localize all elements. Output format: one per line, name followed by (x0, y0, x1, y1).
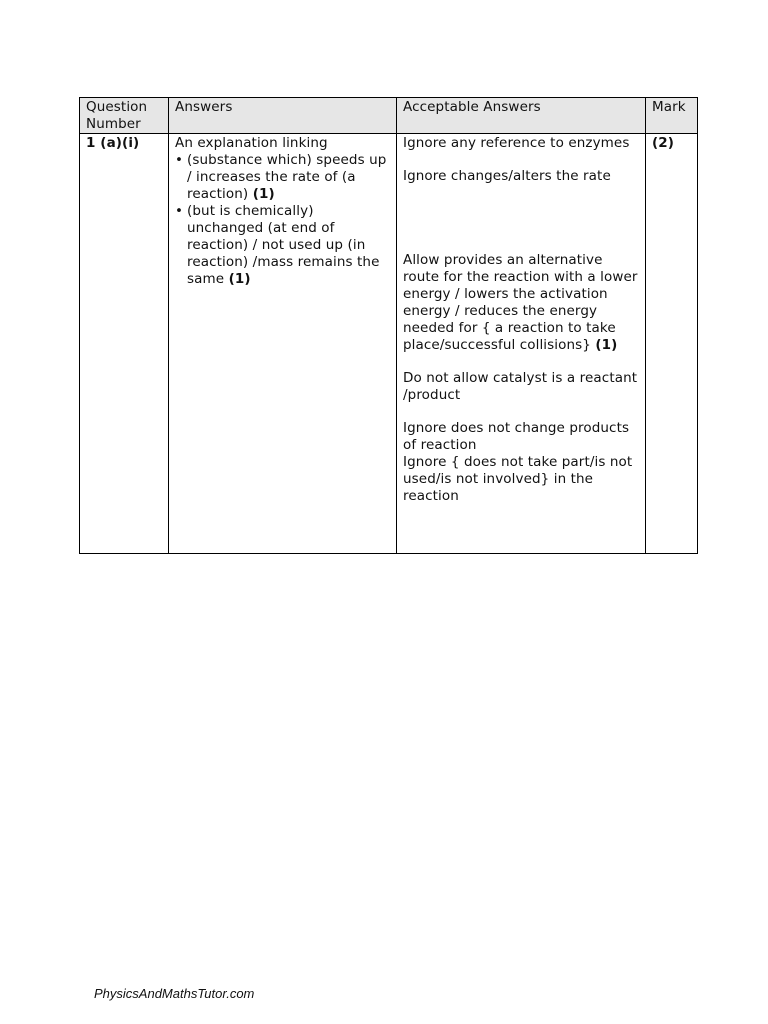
header-mark: Mark (646, 98, 698, 134)
answer-bullet-2-mark: (1) (228, 271, 251, 287)
acceptable-answer-5: Ignore does not change products of reaction (403, 420, 630, 453)
question-number-cell (80, 134, 169, 554)
mark-cell (646, 134, 698, 554)
header-acceptable-answers: Acceptable Answers (397, 98, 646, 134)
bullet-dot: • (175, 152, 184, 168)
table-row (80, 134, 698, 554)
header-row (80, 98, 698, 134)
header-answers: Answers (169, 98, 397, 134)
answer-bullet-2 (175, 203, 390, 288)
acceptable-answer-3-mark: (1) (595, 337, 618, 353)
answer-bullet-1 (175, 152, 390, 203)
header-question-number: Question Number (80, 98, 169, 134)
answer-bullet-2-text: (but is chemically) unchanged (at end of reaction) / not used up (in reaction) /mass remains the same (187, 203, 380, 287)
answers-intro: An explanation linking (175, 135, 328, 151)
acceptable-answer-1: Ignore any reference to enzymes (403, 135, 630, 151)
answer-bullet-1-mark: (1) (252, 186, 275, 202)
acceptable-answer-3-text: Allow provides an alternative route for the reaction with a lower energy / lowers the activation energy / reduces the energy needed for { a reaction to take place/successful collisions} (403, 252, 638, 353)
acceptable-answers-cell (397, 134, 646, 554)
acceptable-answer-4: Do not allow catalyst is a reactant /product (403, 370, 638, 403)
bullet-dot: • (175, 203, 184, 219)
mark-scheme-table (79, 97, 698, 554)
acceptable-answer-3 (403, 252, 639, 354)
question-number: 1 (a)(i) (86, 135, 140, 151)
footer-source: PhysicsAndMathsTutor.com (94, 986, 255, 1001)
acceptable-answer-6: Ignore { does not take part/is not used/is not involved} in the reaction (403, 454, 633, 504)
acceptable-answer-2: Ignore changes/alters the rate (403, 168, 611, 184)
answers-cell (169, 134, 397, 554)
answer-bullet-1-text: (substance which) speeds up / increases the rate of (a reaction) (187, 152, 387, 202)
mark-value: (2) (652, 135, 675, 151)
